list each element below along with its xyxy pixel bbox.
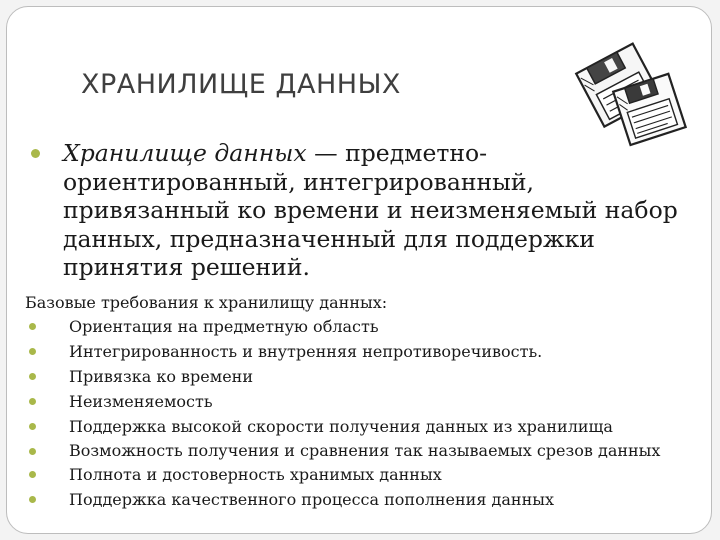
list-item-text: Неизменяемость bbox=[69, 392, 213, 411]
definition-term: Хранилище данных bbox=[63, 139, 307, 167]
list-item bbox=[25, 442, 669, 459]
definition-bullet bbox=[21, 139, 701, 282]
list-item bbox=[25, 417, 705, 437]
list-item bbox=[25, 490, 705, 510]
bullet-dot-icon bbox=[29, 398, 36, 405]
slide-title: ХРАНИЛИЩЕ ДАННЫХ bbox=[81, 69, 401, 100]
list-item-text: Поддержка качественного процесса пополнения данных bbox=[69, 489, 554, 509]
bullet-dot-icon bbox=[29, 448, 36, 455]
list-item bbox=[25, 317, 705, 337]
bullet-dot-icon bbox=[31, 149, 40, 158]
bullet-dot-icon bbox=[29, 423, 36, 430]
list-item bbox=[25, 392, 705, 412]
requirements-list bbox=[25, 317, 705, 515]
list-item-text: Привязка ко времени bbox=[69, 367, 253, 386]
bullet-dot-icon bbox=[29, 471, 36, 478]
definition-text bbox=[63, 139, 703, 282]
list-item bbox=[25, 342, 705, 362]
bullet-dot-icon bbox=[29, 348, 36, 355]
list-item-text: Поддержка высокой скорости получения данных из хранилища bbox=[69, 417, 613, 436]
requirements-heading: Базовые требования к хранилищу данных: bbox=[25, 293, 388, 312]
list-item bbox=[25, 465, 705, 485]
bullet-dot-icon bbox=[29, 373, 36, 380]
bullet-dot-icon bbox=[29, 496, 36, 503]
floppy-disks-icon bbox=[573, 35, 691, 147]
slide bbox=[6, 6, 712, 534]
definition-body: — предметно-ориентированный, интегрированный, привязанный ко времени и неизменяемый набор данных, предназначенный для поддержки принятия решений. bbox=[63, 139, 678, 281]
list-item-text: Возможность получения и сравнения так называемых срезов данных bbox=[69, 441, 661, 460]
list-item-text: Интегрированность и внутренняя непротиворечивость. bbox=[69, 342, 543, 361]
list-item-text: Полнота и достоверность хранимых данных bbox=[69, 464, 442, 484]
list-item-text: Ориентация на предметную область bbox=[69, 317, 379, 336]
list-item bbox=[25, 367, 705, 387]
bullet-dot-icon bbox=[29, 323, 36, 330]
